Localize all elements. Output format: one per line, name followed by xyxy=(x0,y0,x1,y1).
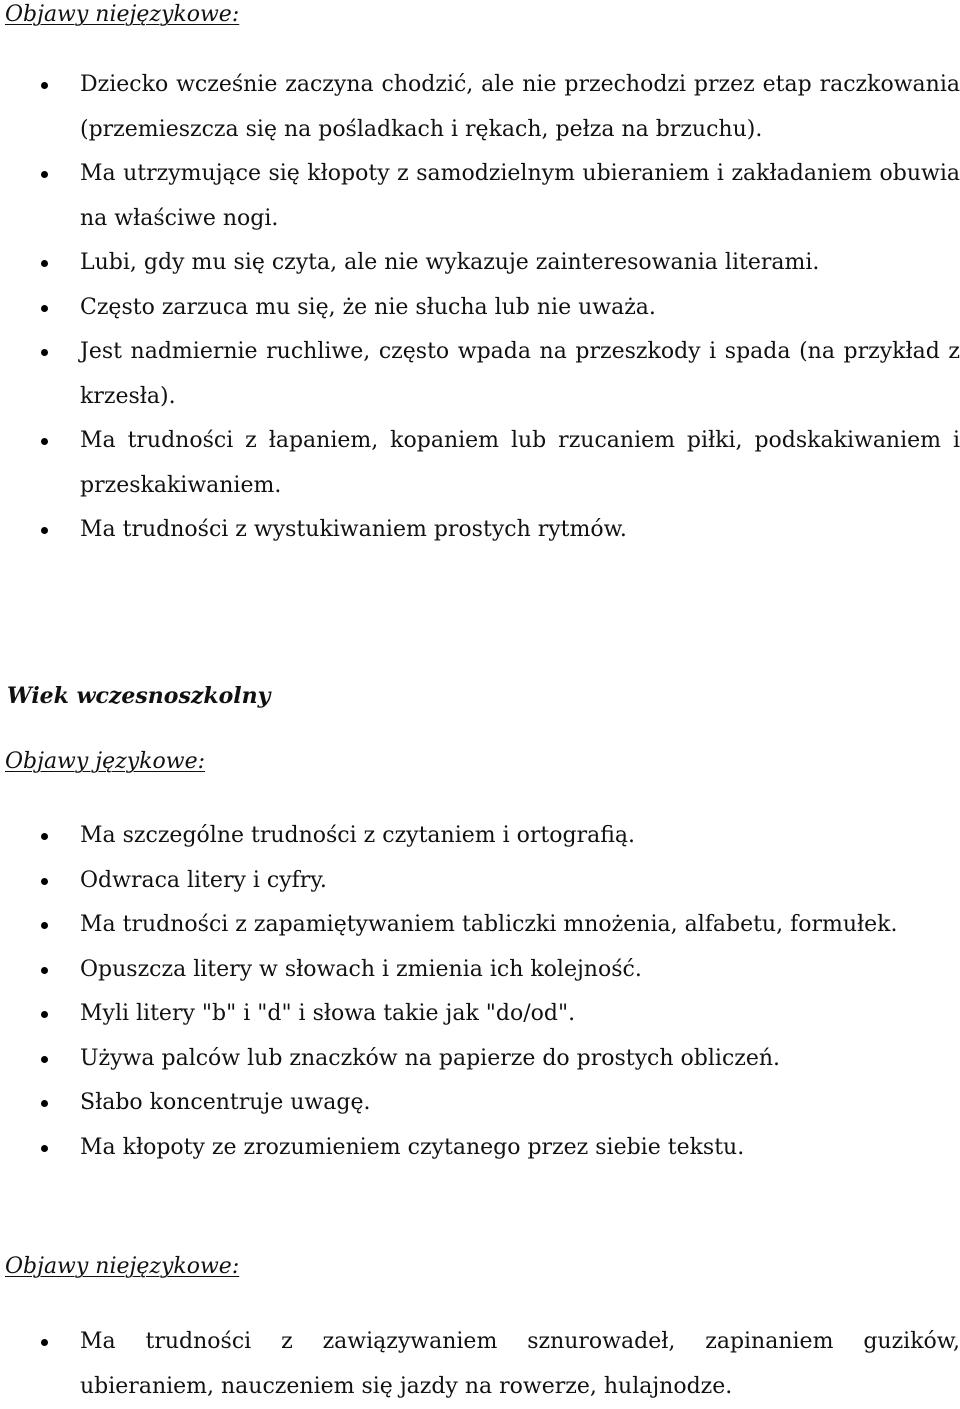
list-item: Ma szczególne trudności z czytaniem i ortografią. xyxy=(0,814,960,859)
bullet-icon xyxy=(41,1100,48,1107)
bullet-icon xyxy=(41,438,48,445)
list-item: Ma trudności z zapamiętywaniem tabliczki mnożenia, alfabetu, formułek. xyxy=(0,903,960,948)
bullet-icon xyxy=(41,260,48,267)
list-item: Słabo koncentruje uwagę. xyxy=(0,1081,960,1126)
list-item: Odwraca litery i cyfry. xyxy=(0,859,960,904)
heading-language-symptoms: Objawy językowe: xyxy=(5,749,206,774)
list-item: Dziecko wcześnie zaczyna chodzić, ale nie przechodzi przez etap raczkowania (przemieszcza się na pośladkach i rękach, pełza na brzuchu). xyxy=(0,63,960,152)
list-item: Jest nadmiernie ruchliwe, często wpada na przeszkody i spada (na przykład z krzesła). xyxy=(0,330,960,419)
bullet-icon xyxy=(41,1339,48,1346)
language-symptoms-list xyxy=(0,814,960,1170)
bullet-icon xyxy=(41,82,48,89)
list-item: Używa palców lub znaczków na papierze do prostych obliczeń. xyxy=(0,1037,960,1082)
section-title-early-school-age: Wiek wczesnoszkolny xyxy=(7,683,271,709)
bullet-icon xyxy=(41,967,48,974)
top-symptoms-list xyxy=(0,63,960,553)
bullet-icon xyxy=(41,1145,48,1152)
list-item: Ma trudności z łapaniem, kopaniem lub rzucaniem piłki, podskakiwaniem i przeskakiwaniem. xyxy=(0,419,960,508)
bullet-icon xyxy=(41,171,48,178)
bullet-icon xyxy=(41,878,48,885)
bullet-icon xyxy=(41,833,48,840)
heading-nonlanguage-symptoms: Objawy niejęzykowe: xyxy=(5,1254,240,1279)
list-item: Często zarzuca mu się, że nie słucha lub nie uważa. xyxy=(0,286,960,331)
bullet-icon xyxy=(41,305,48,312)
list-item: Ma trudności z zawiązywaniem sznurowadeł, zapinaniem guzików, ubieraniem, nauczeniem się jazdy na rowerze, hulajnodze. xyxy=(0,1320,960,1409)
bullet-icon xyxy=(41,1056,48,1063)
bullet-icon xyxy=(41,1011,48,1018)
list-item: Ma kłopoty ze zrozumieniem czytanego przez siebie tekstu. xyxy=(0,1126,960,1171)
list-item: Ma trudności z wystukiwaniem prostych rytmów. xyxy=(0,508,960,553)
list-item: Myli litery "b" i "d" i słowa takie jak "do/od". xyxy=(0,992,960,1037)
heading-nonlanguage-symptoms-top: Objawy niejęzykowe: xyxy=(5,2,240,27)
bullet-icon xyxy=(41,527,48,534)
list-item: Ma utrzymujące się kłopoty z samodzielnym ubieraniem i zakładaniem obuwia na właściwe nogi. xyxy=(0,152,960,241)
list-item: Lubi, gdy mu się czyta, ale nie wykazuje zainteresowania literami. xyxy=(0,241,960,286)
list-item: Opuszcza litery w słowach i zmienia ich kolejność. xyxy=(0,948,960,993)
nonlanguage-symptoms-list xyxy=(0,1320,960,1409)
bullet-icon xyxy=(41,349,48,356)
bullet-icon xyxy=(41,922,48,929)
